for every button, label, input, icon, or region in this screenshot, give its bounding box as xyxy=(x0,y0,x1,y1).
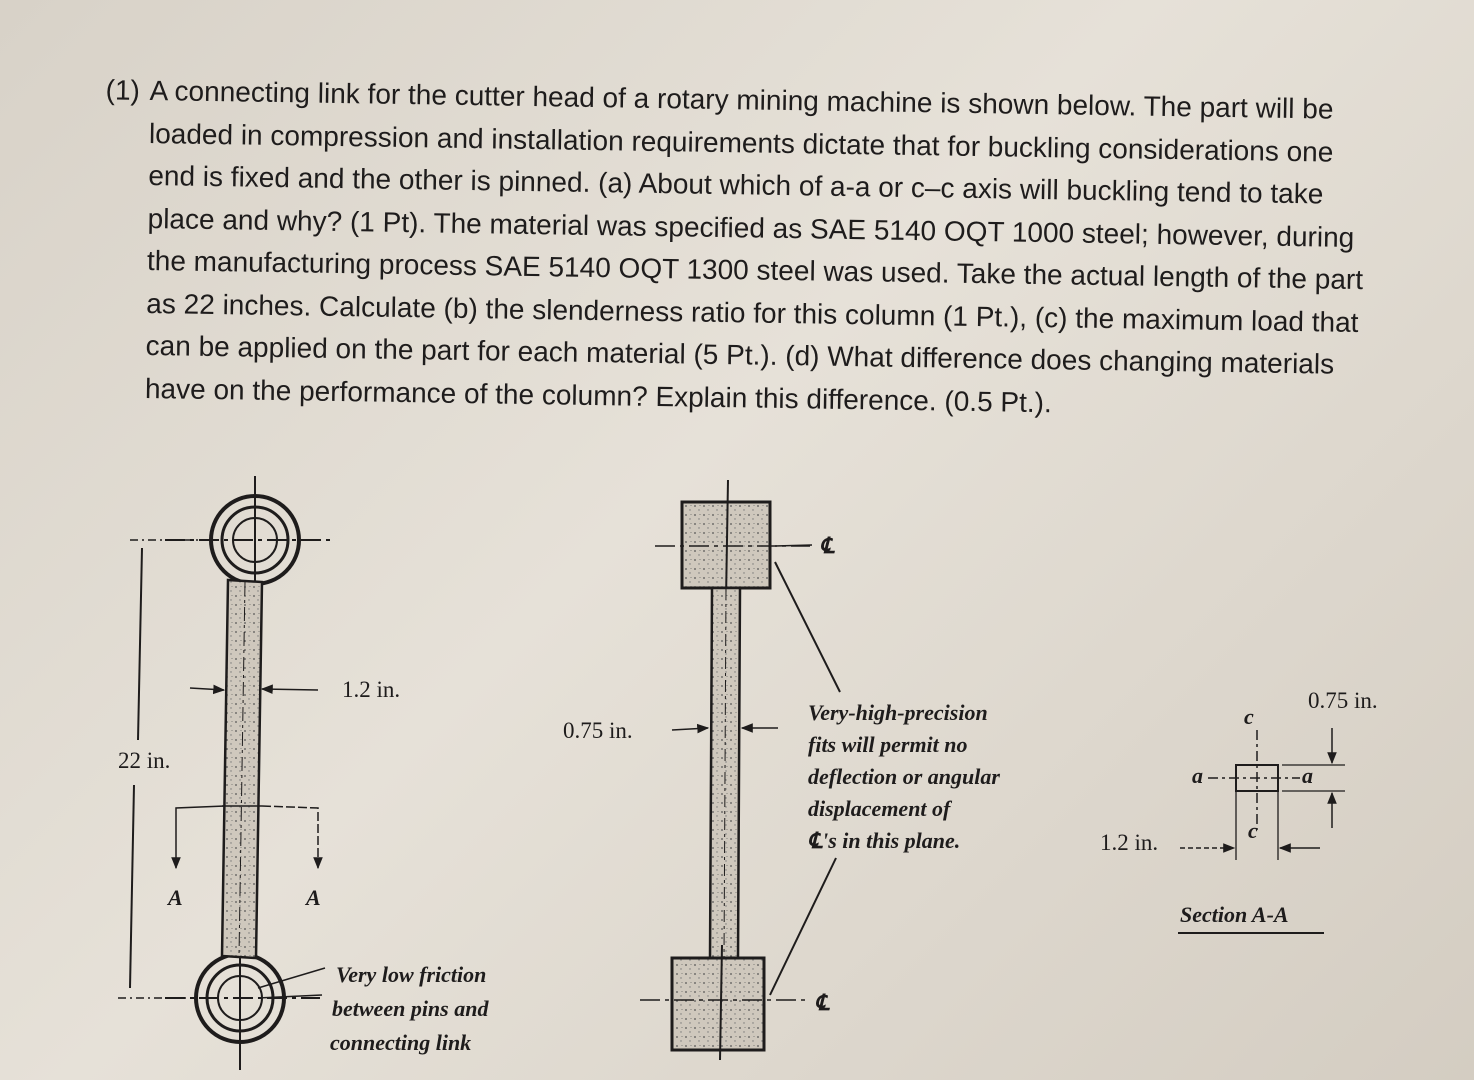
axis-c-top: c xyxy=(1244,704,1254,729)
section-mark-right: A xyxy=(306,885,321,910)
link-side-view xyxy=(563,480,1000,1060)
section-title: Section A-A xyxy=(1180,902,1289,927)
fit-note-line-3: deflection or angular xyxy=(808,764,1000,789)
pin-note-line-2: between pins and xyxy=(332,996,489,1021)
fit-note-line-2: fits will permit no xyxy=(808,732,968,757)
pin-note-line-1: Very low friction xyxy=(336,962,487,987)
problem-body: A connecting link for the cutter head of a rotary mining machine is shown below. The part will be loaded in compression and installation requirements dictate that for buckling considerations one end is fixed and the other is pinned. (a) About which of a-a or c–c axis will buckling tend to take place and why? (1 Pt). The material was specified as SAE 5140 OQT 1000 steel; however, during the manufacturing process SAE 5140 OQT 1300 steel was used. Take the actual length of the part as 22 inches. Calculate (b) the slenderness ratio for this column (1 Pt.), (c) the maximum load that can be applied on the part for each material (5 Pt.). (d) What difference does changing materials have on the performance of the column? Explain this difference. (0.5 Pt.). xyxy=(144,74,1364,418)
problem-number: (1) xyxy=(105,74,141,106)
fit-note-line-4: displacement of xyxy=(808,796,951,821)
section-thickness-label: 0.75 in. xyxy=(1308,688,1378,713)
centerline-top: ℄ xyxy=(820,533,835,558)
axis-c-bottom: c xyxy=(1248,818,1258,843)
pin-note-line-3: connecting link xyxy=(330,1030,472,1055)
link-front-view xyxy=(118,476,489,1070)
section-width-label: 1.2 in. xyxy=(1100,830,1159,855)
length-label: 22 in. xyxy=(118,748,171,773)
axis-a-right: a xyxy=(1302,763,1313,788)
width-label-front: 1.2 in. xyxy=(342,677,401,702)
section-mark-left: A xyxy=(168,885,183,910)
axis-a-left: a xyxy=(1192,763,1203,788)
fit-note-line-5: ℄'s in this plane. xyxy=(808,828,961,853)
thickness-label-side: 0.75 in. xyxy=(563,718,633,743)
fit-note-line-1: Very-high-precision xyxy=(808,700,988,725)
centerline-bottom: ℄ xyxy=(815,990,830,1015)
section-a-a xyxy=(1100,688,1378,933)
